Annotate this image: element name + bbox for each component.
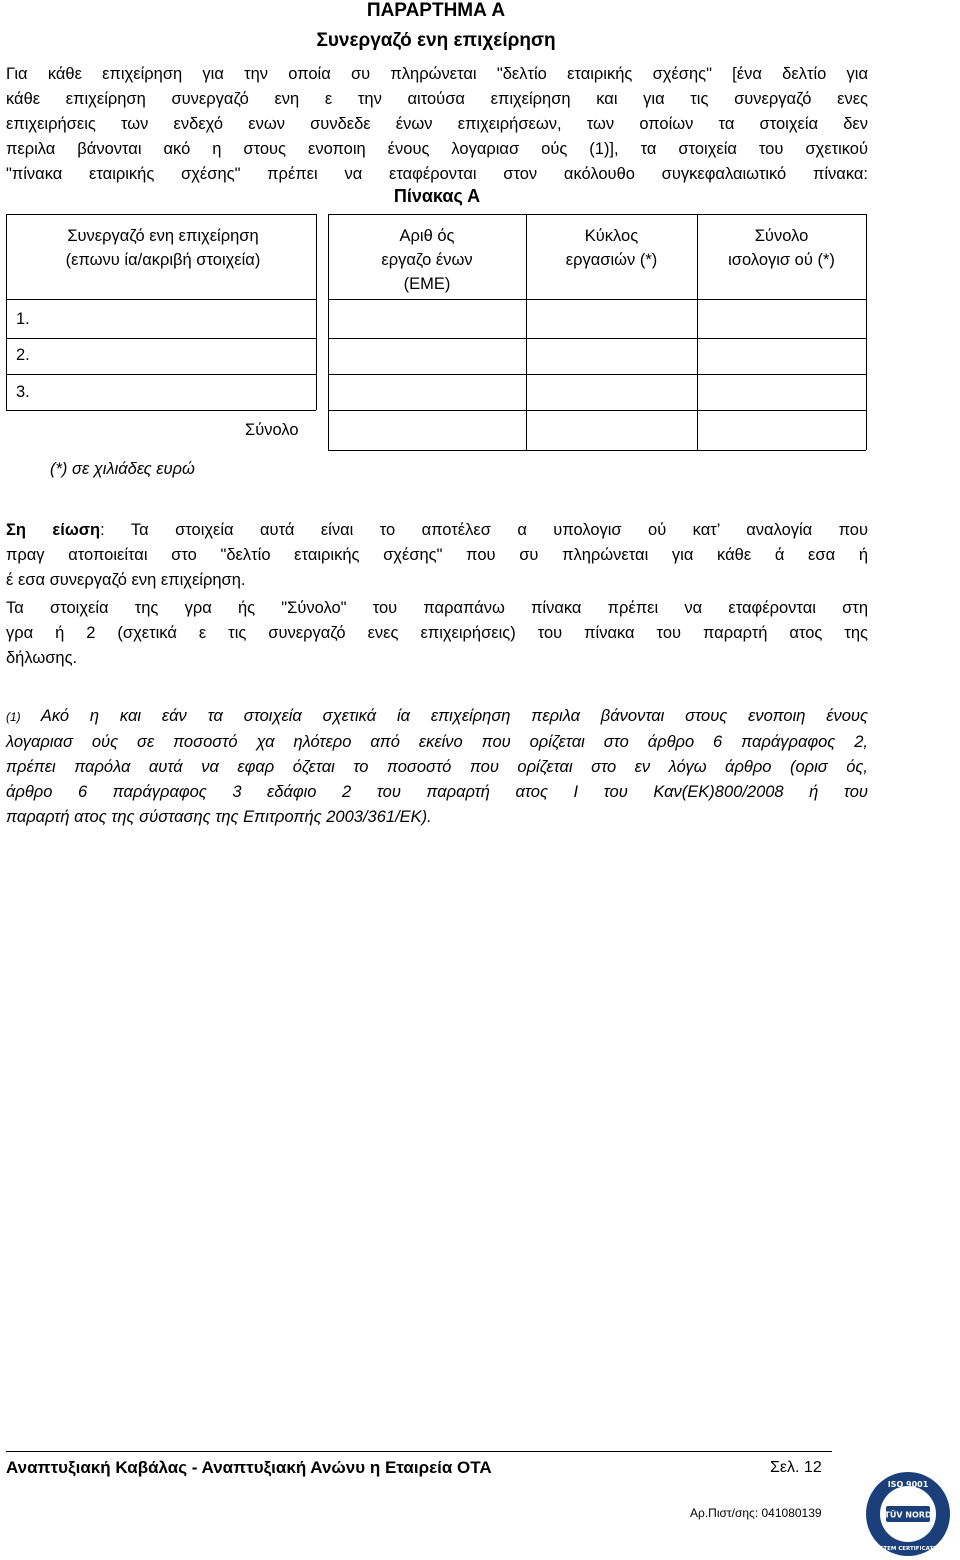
intro-line: κάθε επιχείρηση συνεργαζό ενη ε την αιτούσα επιχείρηση και για τις συνεργαζό ενες <box>6 90 868 108</box>
note-paragraph <box>6 518 868 593</box>
header-line: ισολογισ ού (*) <box>728 251 835 269</box>
table-rule <box>6 410 316 411</box>
annex-title: ΠΑΡΑΡΤΗΜΑ Α <box>366 0 506 21</box>
table-rule <box>6 299 316 300</box>
table-rule <box>6 374 316 375</box>
footnote-paragraph <box>6 704 868 830</box>
header-turnover <box>526 224 697 272</box>
table-rule <box>328 299 866 300</box>
header-line: εργασιών (*) <box>565 251 658 269</box>
footnote-line: λογαριασ ούς σε ποσοστό χα ηλότερο από εκείνο που ορίζεται στο άρθρο 6 παράγραφος 2, <box>6 733 868 751</box>
transfer-paragraph <box>6 596 868 671</box>
total-label: Σύνολο <box>245 421 299 439</box>
currency-footnote: (*) σε χιλιάδες ευρώ <box>50 460 195 478</box>
intro-line: Για κάθε επιχείρηση για την οποία συ πληρώνεται "δελτίο εταιρικής σχέσης" [ένα δελτίο για <box>6 65 868 83</box>
footer-page-number: Σελ. 12 <box>770 1459 822 1476</box>
note-line: πραγ ατοποιείται στο "δελτίο εταιρικής σχέσης" που συ πληρώνεται για κάθε ά εσα ή <box>6 546 868 564</box>
table-rule <box>6 338 316 339</box>
header-line: Συνεργαζό ενη επιχείρηση <box>67 227 259 245</box>
footnote-marker: (1) <box>6 710 21 724</box>
table-rule <box>328 374 866 375</box>
table-title: Πίνακας Α <box>393 186 481 206</box>
footnote-text: Ακό η και εάν τα στοιχεία σχετικά ία επιχείρηση περιλα βάνονται στους ενοποιη ένους <box>20 707 868 725</box>
table-rule <box>316 214 317 410</box>
table-rule <box>328 214 866 215</box>
row-label: 2. <box>16 346 30 364</box>
intro-line: επιχειρήσεις των ενδεχό ενων συνδεδε ένων επιχειρήσεων, των οποίων τα στοιχεία δεν <box>6 115 868 133</box>
note-label: Ση είωση <box>6 521 101 539</box>
header-line: Κύκλος <box>584 227 639 245</box>
badge-top-text: ISO 9001 <box>887 1480 929 1489</box>
row-label: 1. <box>16 310 30 328</box>
table-rule <box>866 214 867 450</box>
intro-paragraph <box>6 62 868 187</box>
badge-brand-text: TÜV NORD <box>884 1510 932 1520</box>
table-rule <box>6 214 316 215</box>
header-line: Αριθ ός <box>399 227 455 245</box>
footer-cert-number: Αρ.Πιστ/σης: 041080139 <box>690 1506 822 1520</box>
table-rule <box>6 214 7 410</box>
note-line: έ εσα συνεργαζό ενη επιχείρηση. <box>6 571 246 589</box>
table-rule <box>328 450 866 451</box>
header-employees <box>328 224 526 296</box>
header-company <box>10 224 316 272</box>
badge-bottom-text: SYSTEM CERTIFICATION <box>871 1546 945 1552</box>
table-rule <box>328 338 866 339</box>
transfer-line: δήλωσης. <box>6 649 78 667</box>
footnote-line <box>6 704 868 730</box>
table-rule <box>328 410 866 411</box>
footnote-line: πρέπει παρόλα αυτά να εφαρ όζεται το ποσοστό που ορίζεται στο εν λόγω άρθρο (ορισ ός, <box>6 758 868 776</box>
page-subtitle: Συνεργαζό ενη επιχείρηση <box>316 30 556 51</box>
header-line: (ΕΜΕ) <box>403 275 451 293</box>
transfer-line: Τα στοιχεία της γρα ής "Σύνολο" του παραπάνω πίνακα πρέπει να εταφέρονται στη <box>6 599 868 617</box>
header-balance <box>697 224 866 272</box>
transfer-line: γρα ή 2 (σχετικά ε τις συνεργαζό ενες επιχειρήσεις) του πίνακα του παραρτή ατος της <box>6 624 868 642</box>
header-line: (επωνυ ία/ακριβή στοιχεία) <box>65 251 261 269</box>
header-line: εργαζο ένων <box>381 251 473 269</box>
note-line <box>6 518 868 543</box>
footer-rule <box>6 1451 832 1452</box>
header-line: Σύνολο <box>754 227 809 245</box>
intro-line: "πίνακα εταιρικής σχέσης" πρέπει να εταφέρονται στον ακόλουθο συγκεφαλαιωτικό πίνακα: <box>6 165 868 183</box>
footnote-line: άρθρο 6 παράγραφος 3 εδάφιο 2 του παραρτή ατος Ι του Καν(ΕΚ)800/2008 ή του <box>6 783 868 801</box>
row-label: 3. <box>16 383 30 401</box>
note-text: : Τα στοιχεία αυτά είναι το αποτέλεσ α υπολογισ ού κατ’ αναλογία που <box>100 521 868 539</box>
intro-line: περιλα βάνονται ακό η στους ενοποιη ένους λογαριασ ούς (1)], τα στοιχεία του σχετικού <box>6 140 868 158</box>
certification-badge <box>864 1470 952 1558</box>
footnote-line: παραρτή ατος της σύστασης της Επιτροπής 2003/361/ΕΚ). <box>6 808 432 826</box>
footer-company: Αναπτυξιακή Καβάλας - Αναπτυξιακή Ανώνυ η Εταιρεία ΟΤΑ <box>6 1458 492 1477</box>
